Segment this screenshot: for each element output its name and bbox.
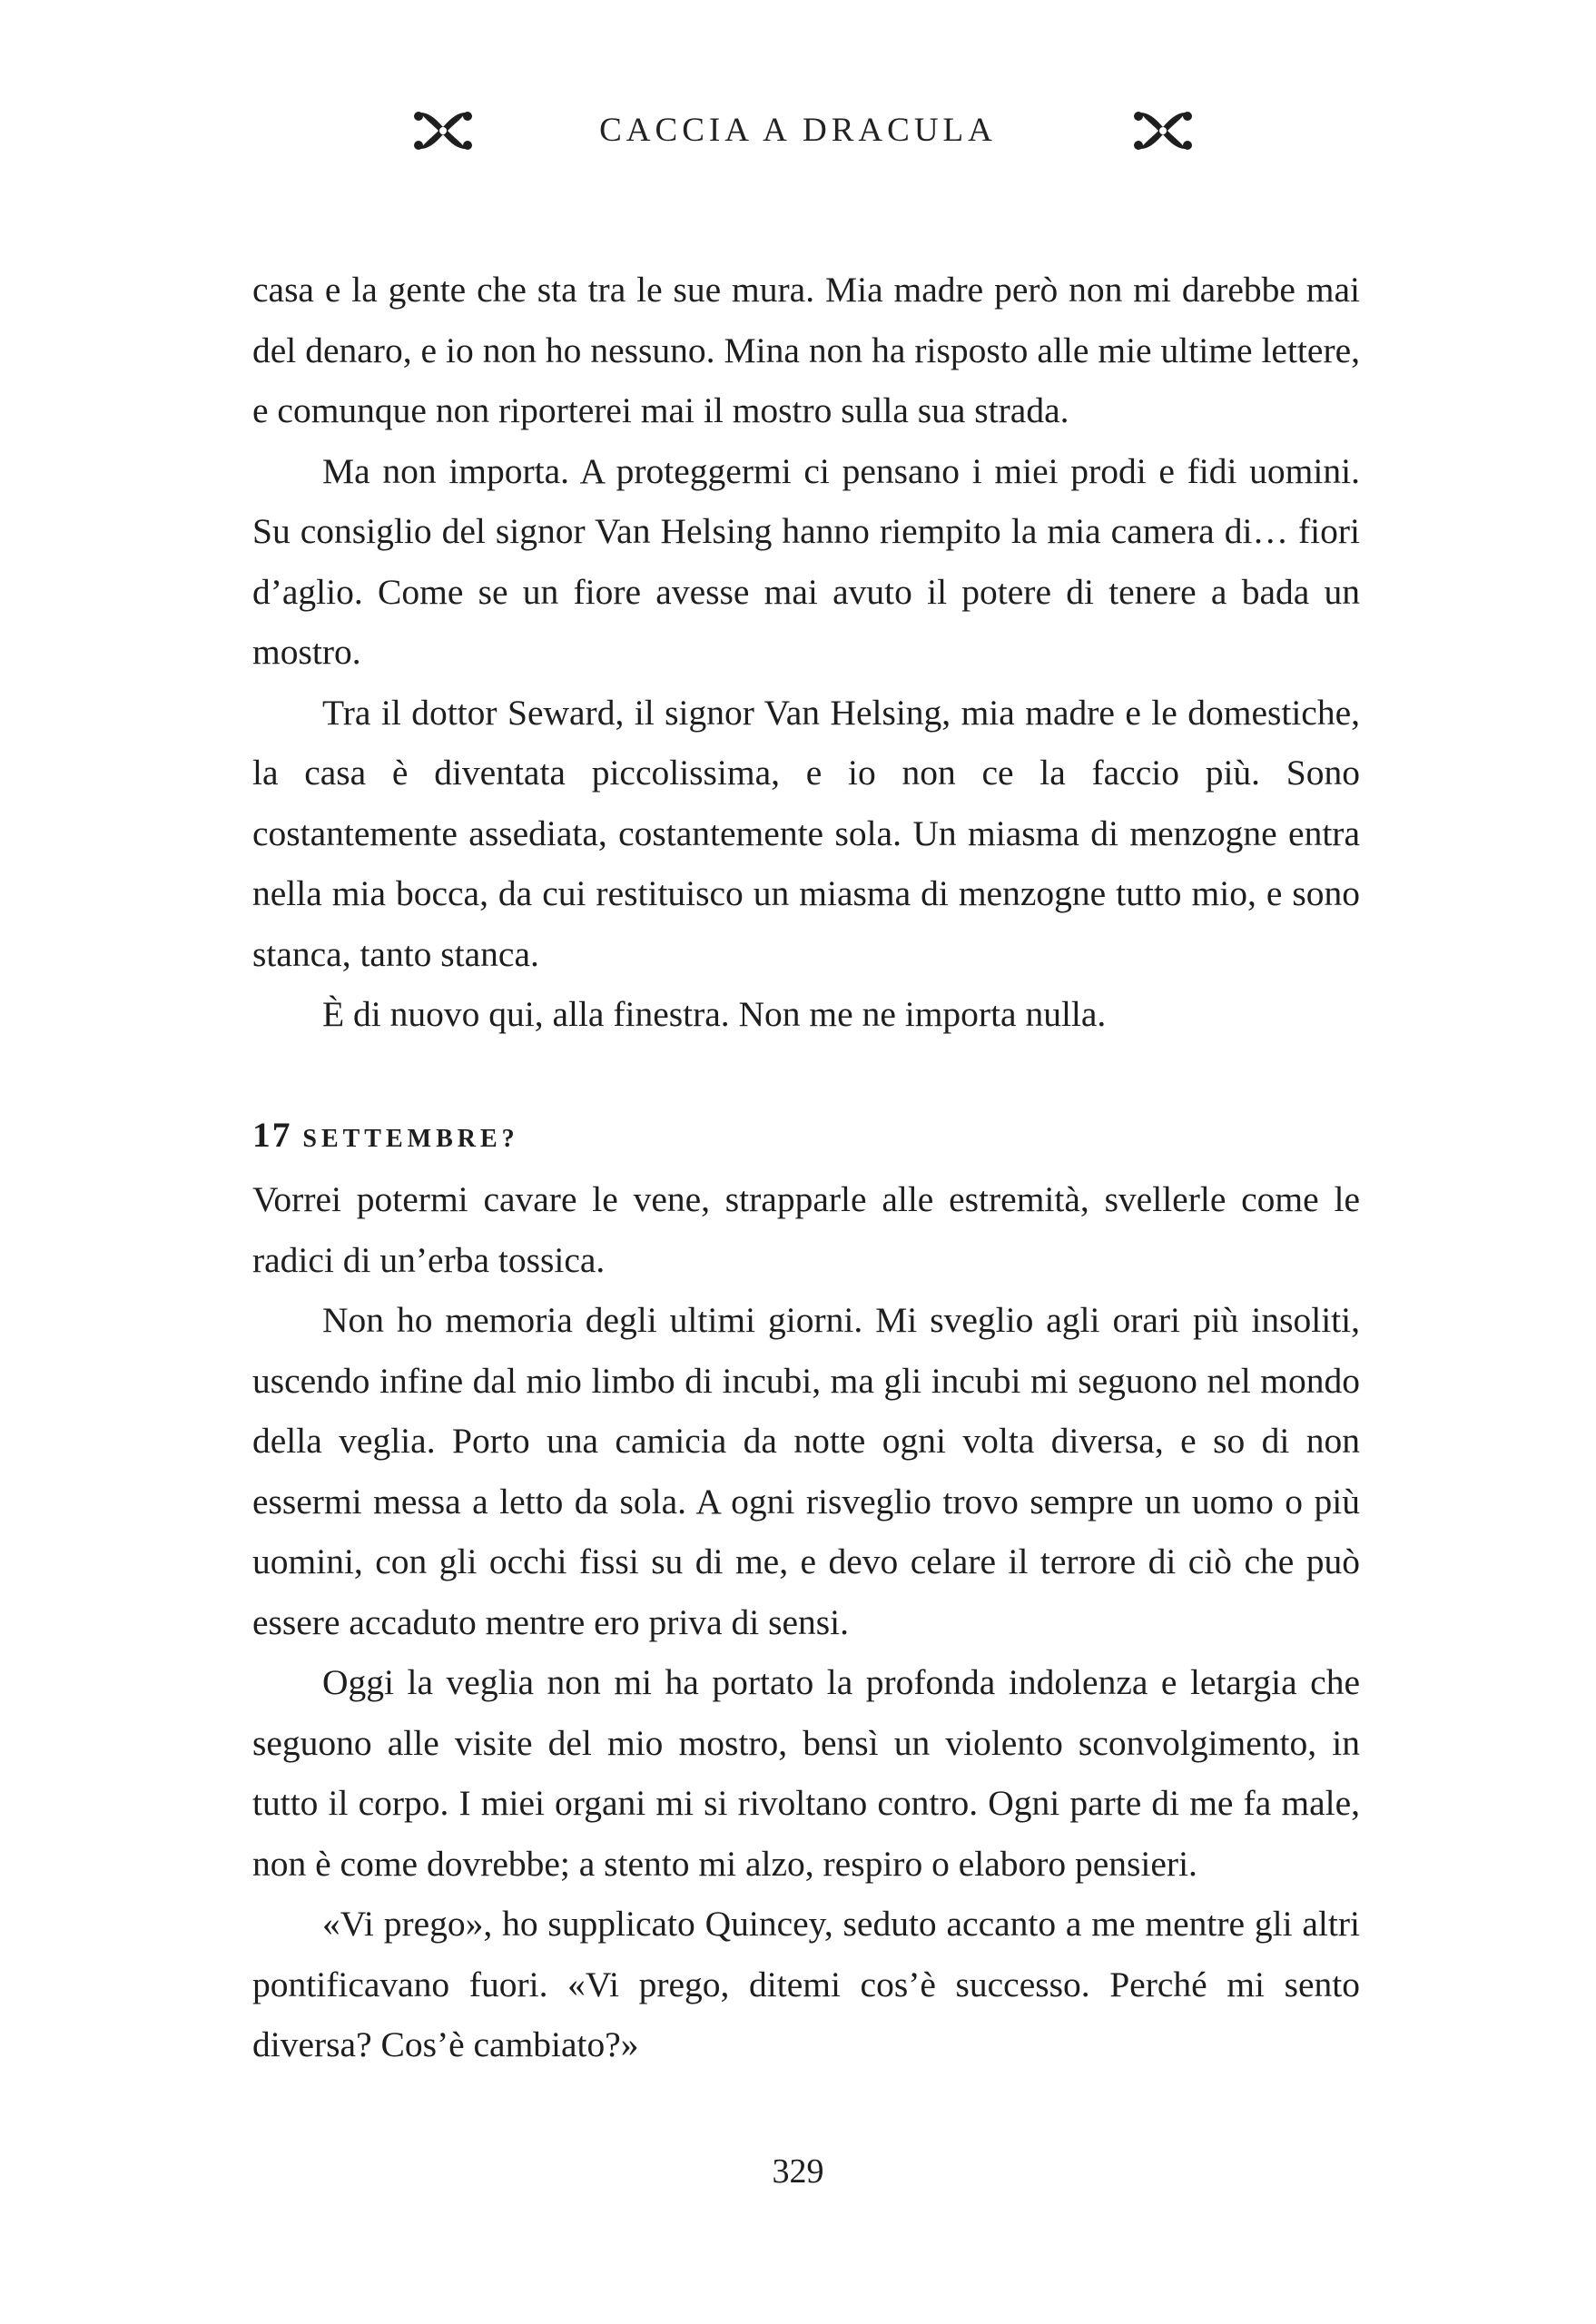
paragraph: Tra il dottor Seward, il signor Van Helsing, mia madre e le domestiche, la casa è diventata piccolissima, e io non ce la faccio più. Sono costantemente assediata, costantemente sola. Un miasma di menzogne entra nella mia bocca, da cui restituisco un miasma di menzogne tutto mio, e sono stanca, tanto stanca. <box>252 692 1360 974</box>
paragraph: Non ho memoria degli ultimi giorni. Mi sveglio agli orari più insoliti, uscendo infine dal mio limbo di incubi, ma gli incubi mi seguono nel mondo della veglia. Porto una camicia da notte ogni volta diversa, e so di non essermi messa a letto da sola. A ogni risveglio trovo sempre un uomo o più uomini, con gli occhi fissi su di me, e devo celare il terrore di ciò che può essere accaduto mentre ero priva di sensi. <box>252 1300 1360 1642</box>
fleuron-ornament-icon <box>1133 107 1193 154</box>
paragraph: «Vi prego», ho supplicato Quincey, seduto accanto a me mentre gli altri pontificavano fuori. «Vi prego, ditemi cos’è successo. Perché mi sento diversa? Cos’è cambiato?» <box>252 1904 1360 2064</box>
date-month: SETTEMBRE? <box>302 1124 519 1153</box>
running-head-title: CACCIA A DRACULA <box>599 112 997 149</box>
paragraph: È di nuovo qui, alla finestra. Non me ne importa nulla. <box>322 994 1107 1034</box>
paragraph: Vorrei potermi cavare le vene, strapparle alle estremità, svellerle come le radici di un’erba tossica. <box>252 1179 1360 1280</box>
running-head <box>0 107 1596 162</box>
paragraph-continued: casa e la gente che sta tra le sue mura. Mia madre però non mi darebbe mai del denaro, e io non ho nessuno. Mina non ha risposto alle mie ultime lettere, e comunque non riporterei mai il mostro sulla sua strada. <box>252 270 1360 430</box>
section-break <box>252 1045 1360 1105</box>
paragraph: Oggi la veglia non mi ha portato la profonda indolenza e letargia che seguono alle visite del mio mostro, bensì un violento sconvolgimento, in tutto il corpo. I miei organi mi si rivoltano contro. Ogni parte di me fa male, non è come dovrebbe; a stento mi alzo, respiro o elaboro pensieri. <box>252 1662 1360 1884</box>
date-day: 17 <box>252 1114 292 1155</box>
page-number: 329 <box>772 2152 824 2191</box>
diary-date-heading <box>252 1105 1360 1170</box>
page-body <box>252 260 1360 2075</box>
paragraph: Ma non importa. A proteggermi ci pensano i miei prodi e fidi uomini. Su consiglio del signor Van Helsing hanno riempito la mia camera di… fiori d’aglio. Come se un fiore avesse mai avuto il potere di tenere a bada un mostro. <box>252 450 1360 672</box>
